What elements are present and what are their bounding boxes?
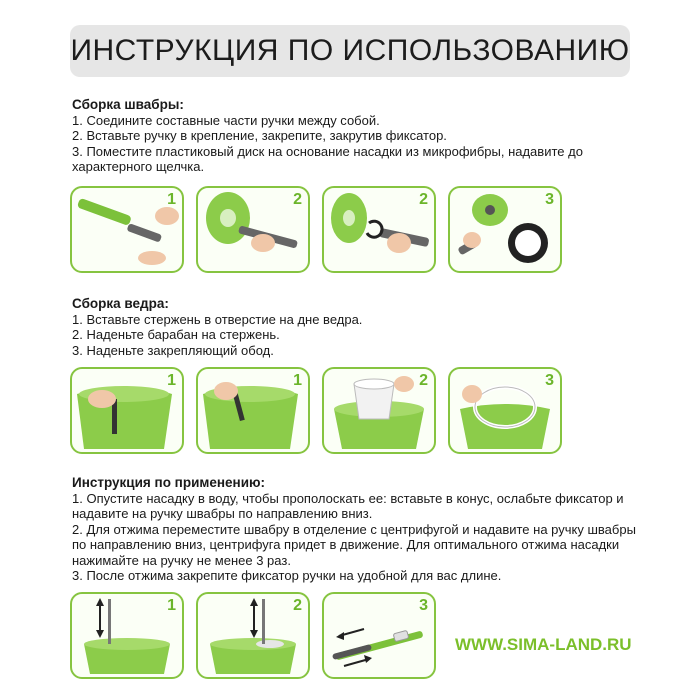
rod-fix-illustration [198,369,308,452]
disk-mount-illustration [198,188,308,271]
website-link[interactable]: WWW.SIMA-LAND.RU [455,635,632,654]
bucket-step-1: 1. Вставьте стержень в отверстие на дне ведра. [72,311,363,327]
step-number: 1 [293,372,302,389]
usage-step-2: 2. Для отжима переместите швабру в отделение с центрифугой и надавите на ручку швабры по направлению вниз, центрифуга придет в движение. Для оптимального отжима насадки нажимайте на ручку не менее 3 раз. [72,521,636,568]
step-number: 2 [419,191,428,208]
rod-insert-illustration [72,369,182,452]
step-number: 3 [419,597,428,614]
bucket-assembly-section [72,296,642,358]
usage-panel-3 [322,592,436,679]
page-title: ИНСТРУКЦИЯ ПО ИСПОЛЬЗОВАНИЮ [70,34,630,67]
mop-assembly-panels [70,186,562,273]
bucket-assembly-panels [70,367,562,454]
usage-step-3: 3. После отжима закрепите фиксатор ручки на удобной для вас длине. [72,568,502,583]
usage-step-1: 1. Опустите насадку в воду, чтобы прополоскать ее: вставьте в конус, ослабьте фиксатор и надавите на ручку швабры по направлению вниз. [72,490,624,521]
step-number: 3 [545,372,554,389]
step-number: 3 [545,191,554,208]
step-number: 1 [167,372,176,389]
mop-panel-1 [70,186,184,273]
mop-panel-2 [196,186,310,273]
usage-panels [70,592,436,679]
title-banner [70,25,630,77]
usage-section [72,475,642,584]
bucket-step-3: 3. Наденьте закрепляющий обод. [72,342,274,358]
drum-place-illustration [324,369,434,452]
bucket-step-2: 2. Наденьте барабан на стержень. [72,327,280,342]
mop-step-3: 3. Поместите пластиковый диск на основание насадки из микрофибры, надавите до характерного щелчка. [72,143,583,174]
step-number: 1 [167,597,176,614]
usage-heading: Инструкция по применению: [72,475,266,490]
usage-panel-2 [196,592,310,679]
microfiber-attach-illustration [450,188,560,271]
rinse-illustration [72,594,182,677]
step-number: 2 [293,191,302,208]
mop-panel-3 [322,186,436,273]
spin-dry-illustration [198,594,308,677]
rim-fix-illustration [450,369,560,452]
mop-panel-4 [448,186,562,273]
mop-assembly-section [72,97,642,175]
bucket-panel-1 [70,367,184,454]
bucket-panel-2 [196,367,310,454]
mop-step-1: 1. Соедините составные части ручки между собой. [72,112,380,128]
lock-handle-illustration [324,594,434,677]
bucket-panel-4 [448,367,562,454]
usage-panel-1 [70,592,184,679]
step-number: 1 [167,191,176,208]
mop-step-2: 2. Вставьте ручку в крепление, закрепите, закрутив фиксатор. [72,128,447,143]
handle-join-illustration [72,188,182,271]
mop-assembly-heading: Сборка швабры: [72,97,184,112]
lock-twist-illustration [324,188,434,271]
step-number: 2 [293,597,302,614]
bucket-assembly-heading: Сборка ведра: [72,296,169,311]
step-number: 2 [419,372,428,389]
bucket-panel-3 [322,367,436,454]
